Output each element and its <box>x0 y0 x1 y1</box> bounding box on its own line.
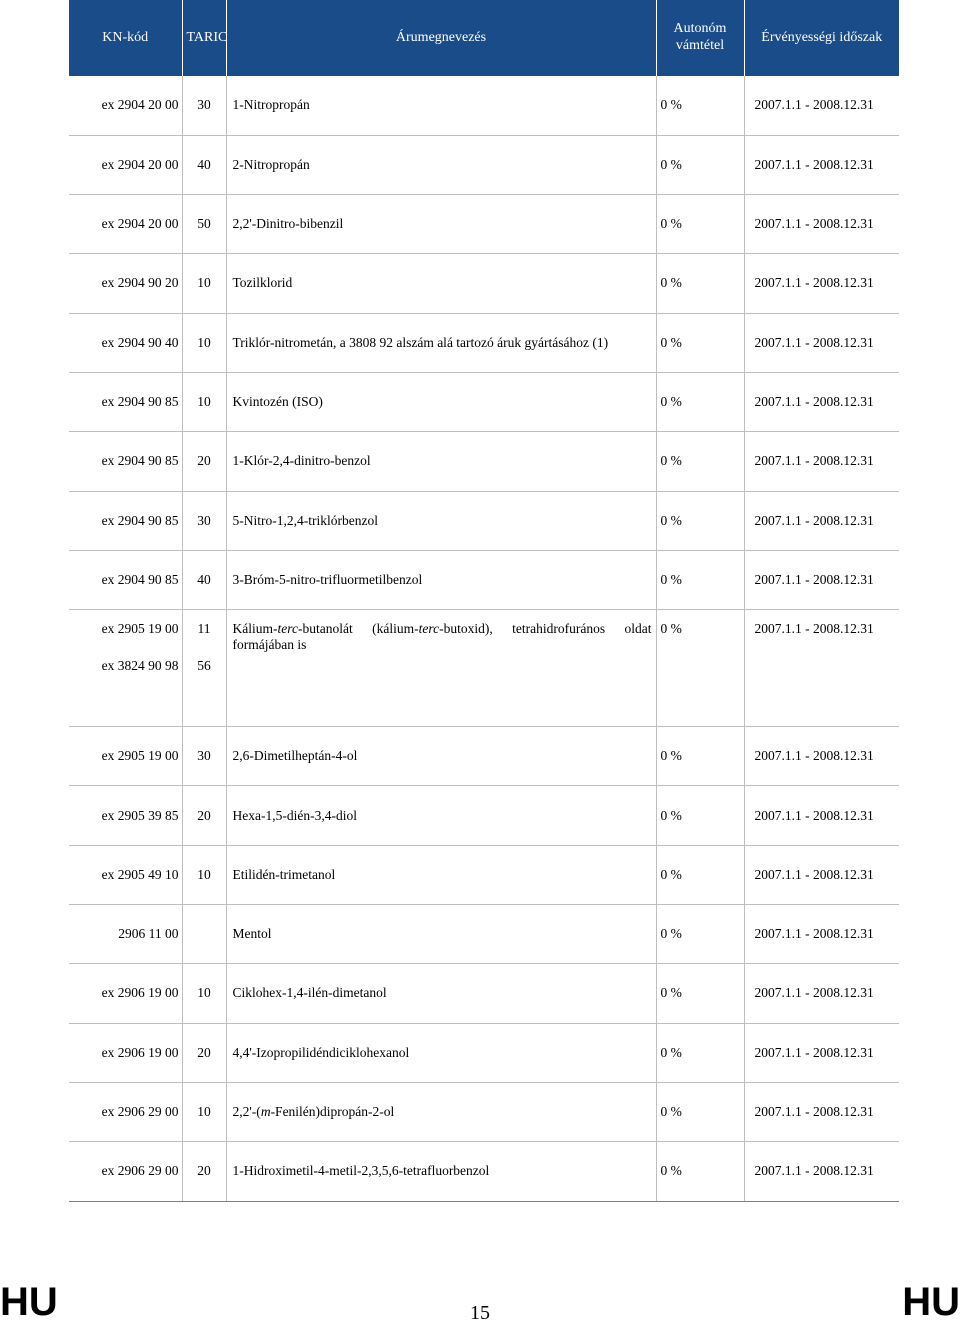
table-row <box>69 727 899 786</box>
validity-period: 2007.1.1 - 2008.12.31 <box>744 964 899 1023</box>
duty-rate: 0 % <box>656 372 744 431</box>
description-part: -butoxid), tetrahidrofurános oldat formájában is <box>232 621 652 653</box>
product-description: Kvintozén (ISO) <box>226 372 656 431</box>
taric-code: 20 <box>182 786 226 845</box>
validity-period: 2007.1.1 - 2008.12.31 <box>744 76 899 135</box>
duty-rate: 0 % <box>656 1142 744 1201</box>
kn-code: ex 2904 90 85 <box>69 491 182 550</box>
duty-rate: 0 % <box>656 1082 744 1141</box>
description-italic-part: m <box>260 1104 271 1119</box>
product-description: 1-Nitropropán <box>226 76 656 135</box>
taric-code: 20 <box>182 1023 226 1082</box>
duty-rate: 0 % <box>656 905 744 964</box>
description-part: -butanolát (kálium- <box>298 621 419 637</box>
validity-period: 2007.1.1 - 2008.12.31 <box>744 1142 899 1201</box>
kn-code-second: ex 3824 90 98 <box>101 658 179 674</box>
table-row <box>69 195 899 254</box>
description-part: Kálium- <box>232 621 278 637</box>
duty-rate: 0 % <box>656 1023 744 1082</box>
validity-period: 2007.1.1 - 2008.12.31 <box>744 254 899 313</box>
kn-code: ex 2904 20 00 <box>69 195 182 254</box>
description-italic-part: terc <box>277 621 298 637</box>
duty-rate: 0 % <box>656 432 744 491</box>
table-row <box>69 491 899 550</box>
taric-code: 10 <box>182 1082 226 1141</box>
kn-code: ex 2906 29 00 <box>69 1082 182 1141</box>
duty-rate: 0 % <box>656 76 744 135</box>
validity-period: 2007.1.1 - 2008.12.31 <box>744 550 899 609</box>
validity-period: 2007.1.1 - 2008.12.31 <box>744 313 899 372</box>
product-description: Triklór-nitrometán, a 3808 92 alszám alá tartozó áruk gyártásához (1) <box>226 313 656 372</box>
header-taric: TARIC <box>182 0 226 76</box>
validity-period: 2007.1.1 - 2008.12.31 <box>744 1023 899 1082</box>
table-row <box>69 372 899 431</box>
product-description: Ciklohex-1,4-ilén-dimetanol <box>226 964 656 1023</box>
header-description: Árumegnevezés <box>226 0 656 76</box>
tariff-table <box>69 0 899 1202</box>
product-description <box>226 610 656 727</box>
taric-code-cell <box>182 610 226 727</box>
validity-period: 2007.1.1 - 2008.12.31 <box>744 135 899 194</box>
description-part: 2,2'-( <box>232 1104 261 1119</box>
taric-code: 40 <box>182 135 226 194</box>
duty-rate: 0 % <box>656 550 744 609</box>
product-description: 2-Nitropropán <box>226 135 656 194</box>
duty-rate: 0 % <box>656 254 744 313</box>
kn-code: ex 2904 90 40 <box>69 313 182 372</box>
kn-code: ex 2904 90 85 <box>69 550 182 609</box>
duty-rate: 0 % <box>656 845 744 904</box>
kn-code: ex 2904 20 00 <box>69 135 182 194</box>
product-description: 1-Hidroximetil-4-metil-2,3,5,6-tetrafluorbenzol <box>226 1142 656 1201</box>
duty-rate: 0 % <box>656 313 744 372</box>
product-description: 5-Nitro-1,2,4-triklórbenzol <box>226 491 656 550</box>
taric-code: 30 <box>182 727 226 786</box>
header-rate-line1: Autonóm <box>673 21 727 37</box>
duty-rate: 0 % <box>656 135 744 194</box>
product-description: 1-Klór-2,4-dinitro-benzol <box>226 432 656 491</box>
validity-period: 2007.1.1 - 2008.12.31 <box>744 786 899 845</box>
table-row <box>69 76 899 135</box>
duty-rate: 0 % <box>656 727 744 786</box>
table-row-multi-code <box>69 610 899 727</box>
header-autonomous-rate <box>656 0 744 76</box>
kn-code: ex 2904 20 00 <box>69 76 182 135</box>
table-header-row <box>69 0 899 76</box>
description-italic-part: terc <box>418 621 440 637</box>
language-code-left: HU <box>0 1280 58 1324</box>
kn-code: ex 2906 19 00 <box>69 1023 182 1082</box>
taric-code: 10 <box>182 372 226 431</box>
description-part: -Fenilén)dipropán-2-ol <box>270 1104 395 1119</box>
validity-period: 2007.1.1 - 2008.12.31 <box>744 491 899 550</box>
table-row <box>69 313 899 372</box>
table-row <box>69 550 899 609</box>
table-row <box>69 432 899 491</box>
table-row <box>69 1023 899 1082</box>
validity-period: 2007.1.1 - 2008.12.31 <box>744 727 899 786</box>
table-row <box>69 254 899 313</box>
taric-code: 10 <box>182 845 226 904</box>
kn-code: ex 2904 90 85 <box>69 432 182 491</box>
product-description: Hexa-1,5-dién-3,4-diol <box>226 786 656 845</box>
validity-period: 2007.1.1 - 2008.12.31 <box>744 905 899 964</box>
header-validity-period: Érvényességi időszak <box>744 0 899 76</box>
duty-rate: 0 % <box>656 964 744 1023</box>
duty-rate: 0 % <box>656 786 744 845</box>
kn-code: ex 2905 49 10 <box>69 845 182 904</box>
taric-code: 20 <box>182 1142 226 1201</box>
product-description: 2,2'-Dinitro-bibenzil <box>226 195 656 254</box>
product-description <box>226 1082 656 1141</box>
kn-code: ex 2904 90 20 <box>69 254 182 313</box>
validity-period: 2007.1.1 - 2008.12.31 <box>744 1082 899 1141</box>
page-number: 15 <box>470 1302 490 1324</box>
kn-code: ex 2906 19 00 <box>69 964 182 1023</box>
product-description: 4,4'-Izopropilidéndiciklohexanol <box>226 1023 656 1082</box>
taric-code-second: 56 <box>197 658 211 674</box>
kn-code-cell <box>69 610 182 727</box>
validity-period: 2007.1.1 - 2008.12.31 <box>744 195 899 254</box>
validity-period: 2007.1.1 - 2008.12.31 <box>744 432 899 491</box>
product-description: Mentol <box>226 905 656 964</box>
taric-code: 50 <box>182 195 226 254</box>
taric-code: 40 <box>182 550 226 609</box>
taric-code <box>182 905 226 964</box>
taric-code: 30 <box>182 76 226 135</box>
table-row <box>69 1142 899 1201</box>
table-row <box>69 135 899 194</box>
validity-period: 2007.1.1 - 2008.12.31 <box>744 372 899 431</box>
header-kn-code: KN-kód <box>69 0 182 76</box>
taric-code: 11 <box>197 621 211 637</box>
kn-code: 2906 11 00 <box>69 905 182 964</box>
kn-code: ex 2905 19 00 <box>69 727 182 786</box>
product-description: 3-Bróm-5-nitro-trifluormetilbenzol <box>226 550 656 609</box>
validity-period: 2007.1.1 - 2008.12.31 <box>744 845 899 904</box>
duty-rate: 0 % <box>656 491 744 550</box>
table-row <box>69 786 899 845</box>
product-description: Etilidén-trimetanol <box>226 845 656 904</box>
validity-period: 2007.1.1 - 2008.12.31 <box>744 610 899 727</box>
taric-code: 30 <box>182 491 226 550</box>
taric-code: 20 <box>182 432 226 491</box>
language-code-right: HU <box>902 1280 960 1324</box>
taric-code: 10 <box>182 313 226 372</box>
kn-code: ex 2905 39 85 <box>69 786 182 845</box>
kn-code: ex 2905 19 00 <box>101 621 179 637</box>
product-description: Tozilklorid <box>226 254 656 313</box>
duty-rate: 0 % <box>656 195 744 254</box>
product-description: 2,6-Dimetilheptán-4-ol <box>226 727 656 786</box>
table-row <box>69 845 899 904</box>
kn-code: ex 2904 90 85 <box>69 372 182 431</box>
table-row <box>69 964 899 1023</box>
taric-code: 10 <box>182 964 226 1023</box>
taric-code: 10 <box>182 254 226 313</box>
kn-code: ex 2906 29 00 <box>69 1142 182 1201</box>
table-row <box>69 1082 899 1141</box>
duty-rate: 0 % <box>656 610 744 727</box>
header-rate-line2: vámtétel <box>675 38 725 53</box>
table-row <box>69 905 899 964</box>
